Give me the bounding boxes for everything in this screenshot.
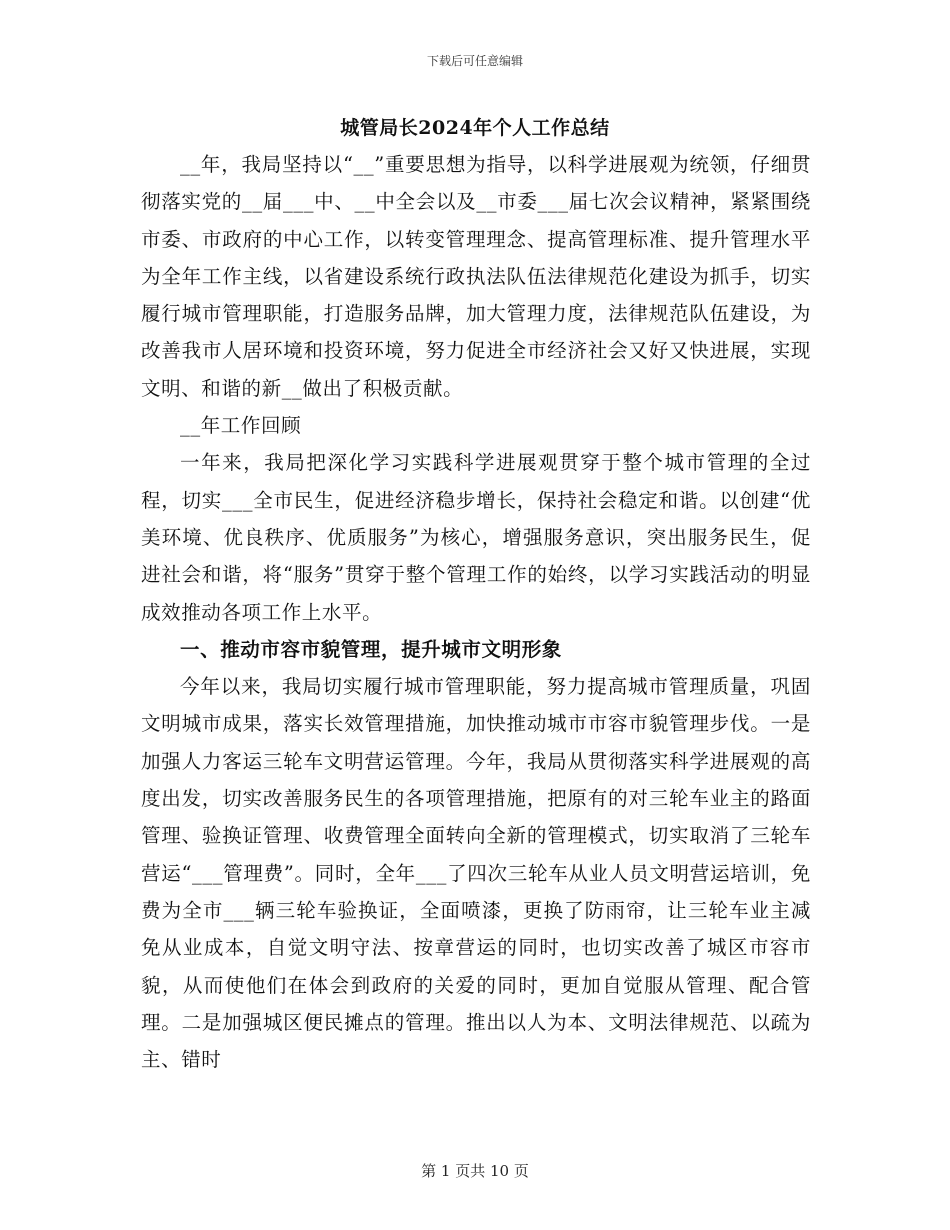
section-1-paragraph: 今年以来，我局切实履行城市管理职能，努力提高城市管理质量，巩固文明城市成果，落实长效管理措施，加快推动城市市容市貌管理步伐。一是加强人力客运三轮车文明营运管理。今年，我局从贯彻落实科学进展观的高度出发，切实改善服务民生的各项管理措施，把原有的对三轮车业主的路面管理、验换证管理、收费管理全面转向全新的管理模式，切实取消了三轮车营运“___管理费”。同时，全年___了四次三轮车从业人员文明营运培训，免费为全市___辆三轮车验换证，全面喷漆，更换了防雨帘，让三轮车业主减免从业成本，自觉文明守法、按章营运的同时，也切实改善了城区市容市貌，从而使他们在体会到政府的关爱的同时，更加自觉服从管理、配合管理。二是加强城区便民摊点的管理。推出以人为本、文明法律规范、以疏为主、错时 <box>141 675 811 1072</box>
document-title: 城管局长2024年个人工作总结 <box>340 117 610 139</box>
review-subheading: __年工作回顾 <box>180 414 302 438</box>
intro-paragraph: __年，我局坚持以“__”重要思想为指导，以科学进展观为统领，仔细贯彻落实党的__届___中、__中全会以及__市委___届七次会议精神，紧紧围绕市委、市政府的中心工作，以转变管理理念、提高管理标准、提升管理水平为全年工作主线，以省建设系统行政执法队伍法律规范化建设为抓手，切实履行城市管理职能，打造服务品牌，加大管理力度，法律规范队伍建设，为改善我市人居环境和投资环境，努力促进全市经济社会又好又快进展，实现文明、和谐的新__做出了积极贡献。 <box>141 153 811 400</box>
document-body <box>141 146 811 1078</box>
section-1-heading: 一、推动市容市貌管理，提升城市文明形象 <box>180 637 562 661</box>
page-header-note: 下载后可任意编辑 <box>426 54 523 68</box>
review-paragraph: 一年来，我局把深化学习实践科学进展观贯穿于整个城市管理的全过程，切实___全市民生，促进经济稳步增长，保持社会稳定和谐。以创建“优美环境、优良秩序、优质服务”为核心，增强服务意识，突出服务民生，促进社会和谐，将“服务”贯穿于整个管理工作的始终，以学习实践活动的明显成效推动各项工作上水平。 <box>141 451 811 624</box>
page-footer: 第 1 页共 10 页 <box>421 1162 529 1180</box>
